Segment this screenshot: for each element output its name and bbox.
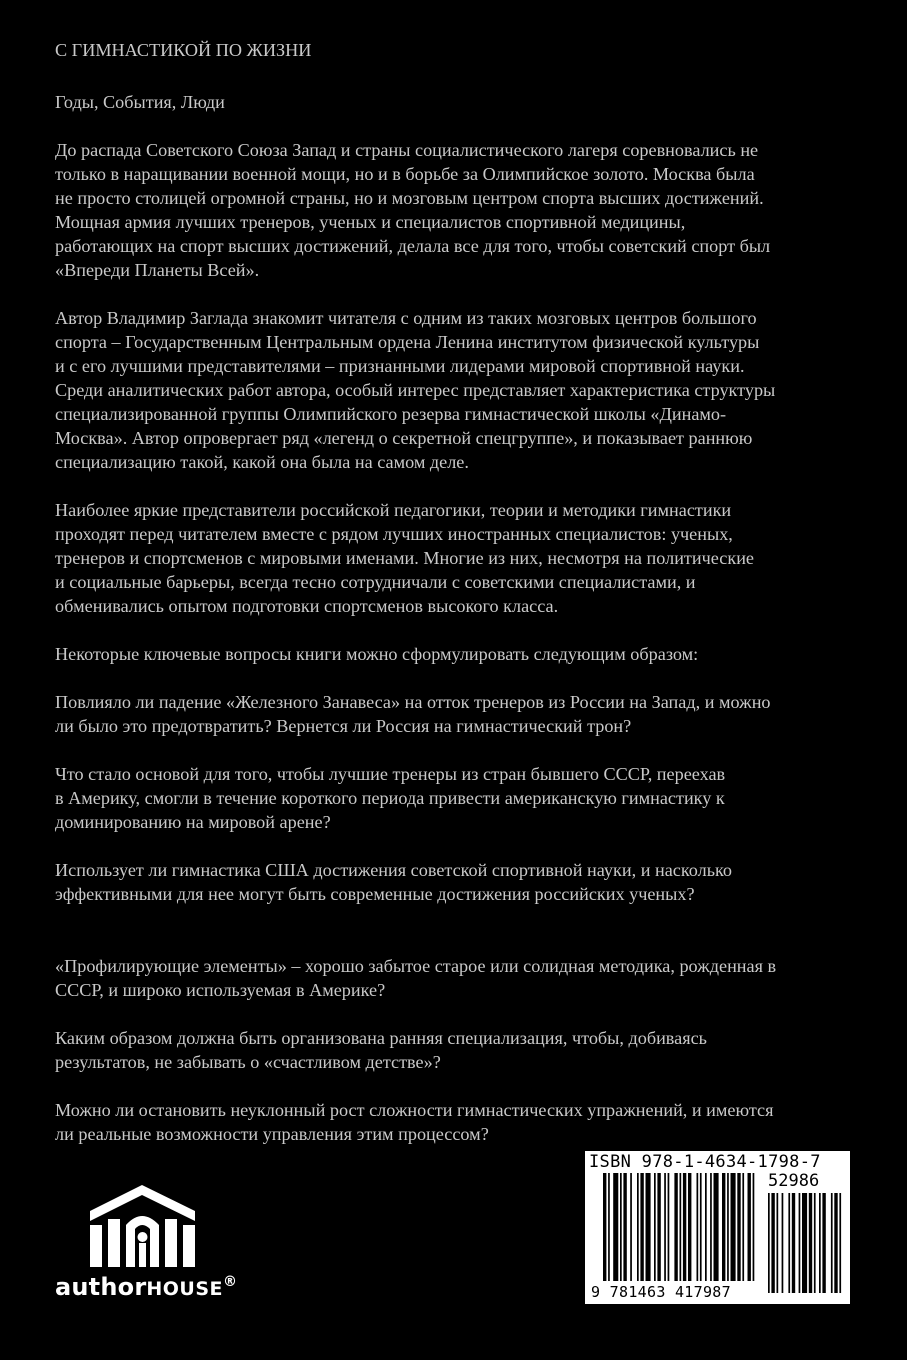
barcode-addon-bar bbox=[771, 1193, 774, 1293]
isbn-barcode bbox=[585, 1151, 850, 1304]
barcode-bar bbox=[683, 1173, 686, 1281]
book-title: С ГИМНАСТИКОЙ ПО ЖИЗНИ bbox=[55, 40, 312, 60]
barcode-addon-bar bbox=[819, 1193, 821, 1293]
barcode-bar bbox=[664, 1173, 666, 1281]
barcode-bar bbox=[603, 1173, 606, 1281]
barcode-bar bbox=[731, 1173, 736, 1281]
barcode-addon-bar bbox=[792, 1193, 795, 1293]
back-cover-text bbox=[55, 38, 855, 1170]
barcode-bar bbox=[646, 1173, 651, 1281]
barcode-addon-bar bbox=[802, 1193, 807, 1293]
barcode-bar bbox=[640, 1173, 643, 1281]
barcode-bar bbox=[727, 1173, 729, 1281]
isbn-number: ISBN 978-1-4634-1798-7 bbox=[589, 1152, 821, 1172]
paragraph: Наиболее яркие представители российской педагогики, теории и методики гимнастики проходят перед читателем вместе с рядом лучших иностранных специалистов: ученых, тренеров и спортсменов с мировыми именами. Многие из них, несмотря на политические и социальные барьеры, всегда тесно сотрудничали с советскими специалистами, и обменивались опытом подготовки спортсменов высокого класса. bbox=[55, 500, 755, 616]
barcode-addon-bar bbox=[768, 1193, 770, 1293]
barcode-bar bbox=[637, 1173, 639, 1281]
barcode-bar bbox=[710, 1173, 712, 1281]
barcode-addon-bar bbox=[782, 1193, 784, 1293]
barcode-bar bbox=[742, 1173, 744, 1281]
barcode-addon-bar bbox=[777, 1193, 779, 1293]
barcode-bar bbox=[620, 1173, 622, 1281]
paragraph: Что стало основой для того, чтобы лучшие тренеры из стран бывшего СССР, переехав в Америку, смогли в течение короткого периода привести американскую гимнастику к доминированию на мировой арене? bbox=[55, 764, 726, 832]
barcode-bar bbox=[700, 1173, 702, 1281]
paragraph: «Профилирующие элементы» – хорошо забытое старое или солидная методика, рожденная в СССР, и широко используемая в Америке? bbox=[55, 956, 777, 1000]
barcode-bar bbox=[697, 1173, 699, 1281]
paragraph: Использует ли гимнастика США достижения советской спортивной науки, и насколько эффективными для нее могут быть современные достижения российских ученых? bbox=[55, 860, 732, 904]
barcode-bar bbox=[705, 1173, 707, 1281]
ean-digits: 9 781463 417987 bbox=[591, 1283, 731, 1301]
barcode-bar bbox=[623, 1173, 626, 1281]
barcode-bar bbox=[654, 1173, 656, 1281]
barcode-bar bbox=[608, 1173, 610, 1281]
publisher-wordmark: authorHOUSE® bbox=[55, 1273, 238, 1301]
barcode-bar bbox=[688, 1173, 691, 1281]
barcode-addon-bar bbox=[809, 1193, 812, 1293]
barcode-addon-bar bbox=[822, 1193, 825, 1293]
barcode-addon-bar bbox=[814, 1193, 816, 1293]
barcode-bar bbox=[630, 1173, 632, 1281]
barcode-bar bbox=[657, 1173, 660, 1281]
barcode-bar bbox=[668, 1173, 670, 1281]
barcode-bar bbox=[748, 1173, 751, 1281]
barcode-addon-bar bbox=[799, 1193, 801, 1293]
authorhouse-arch-logo-icon bbox=[90, 1185, 195, 1267]
barcode-addon-bar bbox=[831, 1193, 833, 1293]
publisher-logo bbox=[55, 1185, 255, 1315]
barcode-addon-bar bbox=[788, 1193, 790, 1293]
barcode-bar bbox=[753, 1173, 755, 1281]
barcode-bar bbox=[714, 1173, 719, 1281]
paragraph: Автор Владимир Заглада знакомит читателя с одним из таких мозговых центров большого спорта – Государственным Центральным ордена Ленина институтом физической культуры и с его лучшими представителями – признанными лидерами мировой спортивной науки. Среди аналитических работ автора, особый интерес представляет характеристика структуры специализированной группы Олимпийского резерва гимнастической школы «Динамо- Москва». Автор опровергает ряд «легенд о секретной спецгруппе», и показывает раннюю специализацию такой, какой она была на самом деле. bbox=[55, 308, 776, 472]
barcode-bar bbox=[674, 1173, 677, 1281]
paragraph: До распада Советского Союза Запад и страны социалистического лагеря соревновались не только в наращивании военной мощи, но и в борьбе за Олимпийское золото. Москва была не просто столицей огромной страны, но и мозговым центром спорта высших достижений. Мощная армия лучших тренеров, ученых и специалистов спортивной медицины, работающих на спорт высших достижений, делала все для того, чтобы советский спорт был «Впереди Планеты Всей». bbox=[55, 140, 771, 280]
price-code: 52986 bbox=[768, 1171, 820, 1191]
paragraph: Каким образом должна быть организована ранняя специализация, чтобы, добиваясь результатов, не забывать о «счастливом детстве»? bbox=[55, 1028, 707, 1072]
paragraph: Можно ли остановить неуклонный рост сложности гимнастических упражнений, и имеются ли реальные возможности управления этим процессом? bbox=[55, 1100, 774, 1144]
barcode-addon-bar bbox=[839, 1193, 841, 1293]
barcode-bar bbox=[680, 1173, 682, 1281]
barcode-bar bbox=[737, 1173, 740, 1281]
book-subtitle: Годы, События, Люди bbox=[55, 92, 225, 112]
barcode-addon-bar bbox=[834, 1193, 837, 1293]
barcode-bar bbox=[722, 1173, 725, 1281]
barcode-bar bbox=[613, 1173, 618, 1281]
paragraph: Повлияло ли падение «Железного Занавеса» на отток тренеров из России на Запад, и можно ли было это предотвратить? Вернется ли Россия на гимнастический трон? bbox=[55, 692, 771, 736]
paragraph: Некоторые ключевые вопросы книги можно сформулировать следующим образом: bbox=[55, 644, 699, 664]
